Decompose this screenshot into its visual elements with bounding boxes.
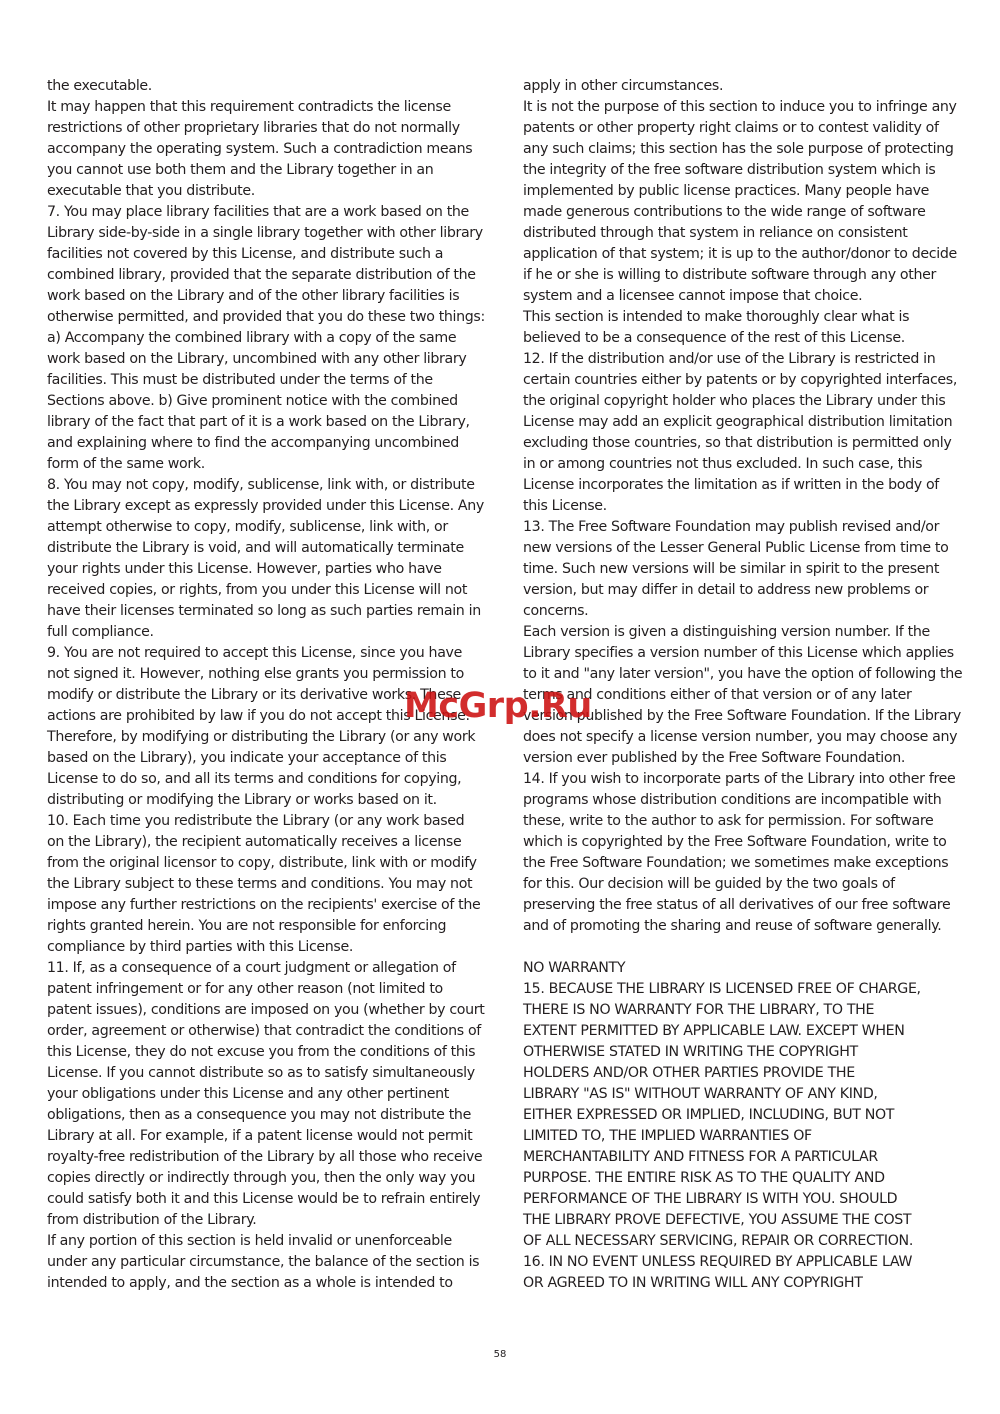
text-line: otherwise permitted, and provided that you do these two things: [47, 309, 485, 325]
text-line: in or among countries not thus excluded. In such case, this [523, 456, 923, 472]
text-line: the Free Software Foundation; we sometimes make exceptions [523, 855, 949, 871]
text-line: received copies, or rights, from you under this License will not [47, 582, 468, 598]
text-line: 7. You may place library facilities that are a work based on the [47, 204, 469, 220]
text-line: apply in other circumstances. [523, 78, 724, 94]
text-line: these, write to the author to ask for permission. For software [523, 813, 934, 829]
text-line: obligations, then as a consequence you may not distribute the [47, 1107, 471, 1123]
text-line: It is not the purpose of this section to induce you to infringe any [523, 99, 957, 115]
text-line: excluding those countries, so that distribution is permitted only [523, 435, 952, 451]
page-number: 58 [493, 1349, 507, 1360]
text-line: 11. If, as a consequence of a court judgment or allegation of [47, 960, 456, 976]
text-line: License to do so, and all its terms and conditions for copying, [47, 771, 462, 787]
text-line: facilities not covered by this License, and distribute such a [47, 246, 444, 262]
text-line: License may add an explicit geographical distribution limitation [523, 414, 953, 430]
text-line: executable that you distribute. [47, 183, 255, 199]
text-line: NO WARRANTY [523, 960, 626, 976]
text-line: under any particular circumstance, the balance of the section is [47, 1254, 480, 1270]
text-line: 13. The Free Software Foundation may publish revised and/or [523, 519, 940, 535]
text-line: actions are prohibited by law if you do not accept this License. [47, 708, 470, 724]
left-column [47, 76, 485, 1294]
text-line: OF ALL NECESSARY SERVICING, REPAIR OR CORRECTION. [523, 1233, 913, 1249]
text-line: HOLDERS AND/OR OTHER PARTIES PROVIDE THE [523, 1065, 855, 1081]
text-line: THERE IS NO WARRANTY FOR THE LIBRARY, TO THE [523, 1002, 875, 1018]
text-line: 8. You may not copy, modify, sublicense, link with, or distribute [47, 477, 475, 493]
text-line: LIMITED TO, THE IMPLIED WARRANTIES OF [523, 1128, 812, 1144]
text-line: Library side-by-side in a single library together with other library [47, 225, 483, 241]
text-line: 16. IN NO EVENT UNLESS REQUIRED BY APPLICABLE LAW [523, 1254, 913, 1270]
text-line: LIBRARY "AS IS" WITHOUT WARRANTY OF ANY KIND, [523, 1086, 878, 1102]
text-line: you cannot use both them and the Library together in an [47, 162, 434, 178]
text-line: intended to apply, and the section as a whole is intended to [47, 1275, 453, 1291]
text-line: the original copyright holder who places the Library under this [523, 393, 946, 409]
text-line: Each version is given a distinguishing version number. If the [523, 624, 930, 640]
text-line: MERCHANTABILITY AND FITNESS FOR A PARTICULAR [523, 1149, 878, 1165]
text-line: any such claims; this section has the sole purpose of protecting [523, 141, 954, 157]
text-line: and explaining where to find the accompanying uncombined [47, 435, 459, 451]
text-line: distributing or modifying the Library or works based on it. [47, 792, 437, 808]
text-line: Sections above. b) Give prominent notice with the combined [47, 393, 458, 409]
right-column-top [523, 76, 963, 937]
text-line: 9. You are not required to accept this License, since you have [47, 645, 462, 661]
text-line: the Library except as expressly provided under this License. Any [47, 498, 484, 514]
text-line: the Library subject to these terms and conditions. You may not [47, 876, 473, 892]
text-line: PERFORMANCE OF THE LIBRARY IS WITH YOU. SHOULD [523, 1191, 898, 1207]
text-line: the executable. [47, 78, 152, 94]
text-line: form of the same work. [47, 456, 205, 472]
text-line: made generous contributions to the wide range of software [523, 204, 926, 220]
text-line: new versions of the Lesser General Public License from time to [523, 540, 949, 556]
text-line: PURPOSE. THE ENTIRE RISK AS TO THE QUALITY AND [523, 1170, 885, 1186]
text-line: This section is intended to make thoroughly clear what is [523, 309, 910, 325]
text-line: License. If you cannot distribute so as to satisfy simultaneously [47, 1065, 475, 1081]
text-line: version, but may differ in detail to address new problems or [523, 582, 929, 598]
text-line: concerns. [523, 603, 589, 619]
text-line: if he or she is willing to distribute software through any other [523, 267, 936, 283]
text-line: which is copyrighted by the Free Software Foundation, write to [523, 834, 947, 850]
text-line: based on the Library), you indicate your acceptance of this [47, 750, 447, 766]
text-line: It may happen that this requirement contradicts the license [47, 99, 451, 115]
text-line: patents or other property right claims or to contest validity of [523, 120, 939, 136]
text-line: 12. If the distribution and/or use of the Library is restricted in [523, 351, 936, 367]
text-line: Therefore, by modifying or distributing the Library (or any work [47, 729, 476, 745]
text-line: distributed through that system in reliance on consistent [523, 225, 908, 241]
text-line: could satisfy both it and this License would be to refrain entirely [47, 1191, 481, 1207]
text-line: version published by the Free Software Foundation. If the Library [523, 708, 961, 724]
text-line: 10. Each time you redistribute the Library (or any work based [47, 813, 465, 829]
text-line: distribute the Library is void, and will automatically terminate [47, 540, 464, 556]
text-line: time. Such new versions will be similar in spirit to the present [523, 561, 940, 577]
text-line: and of promoting the sharing and reuse of software generally. [523, 918, 942, 934]
text-line: application of that system; it is up to the author/donor to decide [523, 246, 957, 262]
text-line: implemented by public license practices. Many people have [523, 183, 930, 199]
text-line: from the original licensor to copy, distribute, link with or modify [47, 855, 477, 871]
text-line: combined library, provided that the separate distribution of the [47, 267, 476, 283]
text-line: work based on the Library, uncombined with any other library [47, 351, 467, 367]
text-line: system and a licensee cannot impose that choice. [523, 288, 863, 304]
text-line: accompany the operating system. Such a contradiction means [47, 141, 473, 157]
text-line: order, agreement or otherwise) that contradict the conditions of [47, 1023, 481, 1039]
text-line: modify or distribute the Library or its derivative works. These [47, 687, 461, 703]
text-line: not signed it. However, nothing else grants you permission to [47, 666, 464, 682]
text-line: attempt otherwise to copy, modify, sublicense, link with, or [47, 519, 448, 535]
text-line: full compliance. [47, 624, 154, 640]
text-line: patent infringement or for any other reason (not limited to [47, 981, 443, 997]
text-line: on the Library), the recipient automatically receives a license [47, 834, 462, 850]
text-line: from distribution of the Library. [47, 1212, 257, 1228]
text-line: the integrity of the free software distribution system which is [523, 162, 936, 178]
text-line: If any portion of this section is held invalid or unenforceable [47, 1233, 452, 1249]
text-line: THE LIBRARY PROVE DEFECTIVE, YOU ASSUME THE COST [523, 1212, 912, 1228]
text-line: library of the fact that part of it is a work based on the Library, [47, 414, 470, 430]
text-line: believed to be a consequence of the rest of this License. [523, 330, 905, 346]
text-line: patent issues), conditions are imposed on you (whether by court [47, 1002, 485, 1018]
right-column [523, 76, 963, 1294]
text-line: a) Accompany the combined library with a copy of the same [47, 330, 457, 346]
text-line: work based on the Library and of the other library facilities is [47, 288, 460, 304]
text-line: 15. BECAUSE THE LIBRARY IS LICENSED FREE OF CHARGE, [523, 981, 921, 997]
text-line: impose any further restrictions on the recipients' exercise of the [47, 897, 481, 913]
text-line: version ever published by the Free Software Foundation. [523, 750, 906, 766]
text-line: this License, they do not excuse you from the conditions of this [47, 1044, 476, 1060]
text-line: copies directly or indirectly through you, then the only way you [47, 1170, 476, 1186]
text-line: does not specify a license version number, you may choose any [523, 729, 958, 745]
text-line: 14. If you wish to incorporate parts of the Library into other free [523, 771, 956, 787]
text-line: restrictions of other proprietary libraries that do not normally [47, 120, 460, 136]
text-line: OR AGREED TO IN WRITING WILL ANY COPYRIGHT [523, 1275, 863, 1291]
text-line: preserving the free status of all derivatives of our free software [523, 897, 951, 913]
text-line: facilities. This must be distributed under the terms of the [47, 372, 433, 388]
text-line: EXTENT PERMITTED BY APPLICABLE LAW. EXCEPT WHEN [523, 1023, 905, 1039]
section-spacer [523, 937, 953, 958]
text-line: compliance by third parties with this License. [47, 939, 353, 955]
text-line: this License. [523, 498, 607, 514]
text-line: License incorporates the limitation as if written in the body of [523, 477, 939, 493]
text-line: programs whose distribution conditions are incompatible with [523, 792, 942, 808]
watermark-logo: McGrp.Ru [404, 686, 592, 726]
text-line: for this. Our decision will be guided by the two goals of [523, 876, 895, 892]
text-line: Library specifies a version number of this License which applies [523, 645, 954, 661]
text-line: have their licenses terminated so long as such parties remain in [47, 603, 481, 619]
text-line: to it and "any later version", you have the option of following the [523, 666, 963, 682]
text-line: certain countries either by patents or by copyrighted interfaces, [523, 372, 957, 388]
text-line: royalty-free redistribution of the Library by all those who receive [47, 1149, 483, 1165]
text-line: your rights under this License. However, parties who have [47, 561, 442, 577]
text-line: your obligations under this License and any other pertinent [47, 1086, 450, 1102]
no-warranty-section [523, 958, 953, 1294]
text-line: rights granted herein. You are not responsible for enforcing [47, 918, 447, 934]
text-line: terms and conditions either of that version or of any later [523, 687, 912, 703]
text-line: Library at all. For example, if a patent license would not permit [47, 1128, 473, 1144]
text-line: EITHER EXPRESSED OR IMPLIED, INCLUDING, BUT NOT [523, 1107, 895, 1123]
text-line: OTHERWISE STATED IN WRITING THE COPYRIGHT [523, 1044, 858, 1060]
